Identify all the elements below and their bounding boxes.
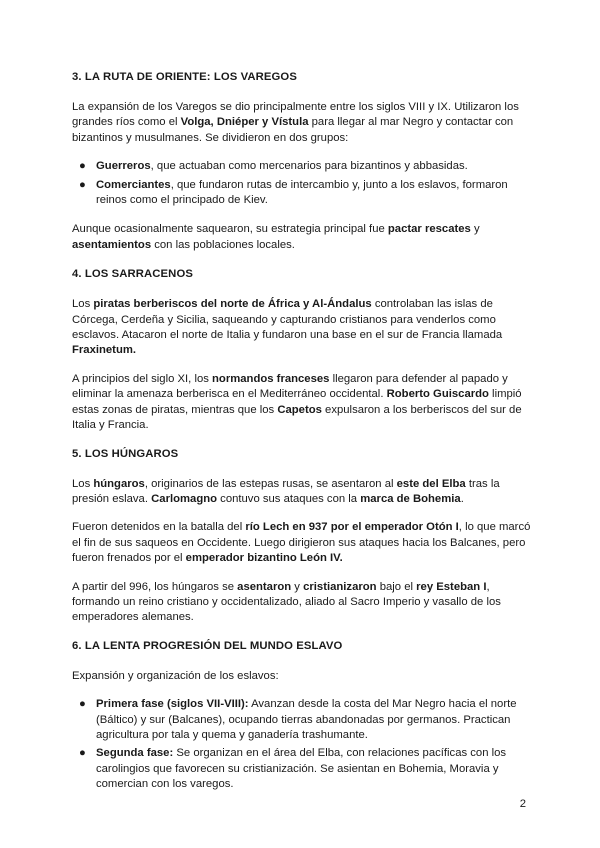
bullet-icon: ● <box>79 747 86 760</box>
section-4-heading: 4. LOS SARRACENOS <box>72 268 193 281</box>
section-3-paragraph-2: Aunque ocasionalmente saquearon, su estrategia principal fue pactar rescates y asentamientos con las poblaciones locales. <box>72 223 480 251</box>
section-3-list <box>72 159 532 208</box>
section-5-paragraph-2: Fueron detenidos en la batalla del río Lech en 937 por el emperador Otón I, lo que marcó el fin de sus saqueos en Occidente. Luego dirigieron sus ataques hacia los Balcanes, pero fueron frenados por el emperador bizantino León IV. <box>72 521 531 565</box>
bullet-icon: ● <box>79 698 86 711</box>
section-4-paragraph-1: Los piratas berberiscos del norte de África y Al-Ándalus controlaban las islas de Córcega, Cerdeña y Sicilia, saqueando y capturando cristianos para venderlos como esclavos. Atacaron el norte de Italia y fundaron una base en el sur de Francia llamada Fraxinetum. <box>72 298 503 357</box>
page-number: 2 <box>519 798 526 810</box>
bullet-icon: ● <box>79 160 86 173</box>
section-5-paragraph-3: A partir del 996, los húngaros se asentaron y cristianizaron bajo el rey Esteban I, formando un reino cristiano y occidentalizado, aliado al Sacro Imperio y vasallo de los emperadores alemanes. <box>72 580 501 624</box>
page-content <box>72 70 532 807</box>
bullet-icon: ● <box>79 178 86 191</box>
section-6-heading: 6. LA LENTA PROGRESIÓN DEL MUNDO ESLAVO <box>72 639 343 652</box>
section-6-intro: Expansión y organización de los eslavos: <box>72 669 279 682</box>
section-3-paragraph-1: La expansión de los Varegos se dio principalmente entre los siglos VIII y IX. Utilizaron los grandes ríos como el Volga, Dniéper y Vístula para llegar al mar Negro y contactar con bizantinos y musulmanes. Se dividieron en dos grupos: <box>72 101 519 144</box>
section-5-heading: 5. LOS HÚNGAROS <box>72 447 179 460</box>
list-item: ● Comerciantes, que fundaron rutas de intercambio y, junto a los eslavos, formaron reinos como el principado de Kiev. <box>79 178 508 207</box>
section-4-paragraph-2: A principios del siglo XI, los normandos franceses llegaron para defender al papado y eliminar la amenaza berberisca en el Mediterráneo occidental. Roberto Guiscardo limpió estas zonas de piratas, mientras que los Capetos expulsaron a los berberiscos del sur de Italia y Francia. <box>72 372 522 432</box>
section-3-heading: 3. LA RUTA DE ORIENTE: LOS VAREGOS <box>72 71 297 83</box>
list-item: ● Segunda fase: Se organizan en el área del Elba, con relaciones pacíficas con los carolingios que favorecen su cristianización. Se asientan en Bohemia, Moravia y comercian con los varegos. <box>79 747 507 791</box>
list-item: ● Guerreros, que actuaban como mercenarios para bizantinos y abbasidas. <box>72 159 532 174</box>
section-6-list <box>72 697 532 792</box>
section-5-paragraph-1: Los húngaros, originarios de las estepas rusas, se asentaron al este del Elba tras la presión eslava. Carlomagno contuvo sus ataques con la marca de Bohemia. <box>72 477 500 505</box>
list-item: ● Primera fase (siglos VII-VIII): Avanzan desde la costa del Mar Negro hacia el norte (Báltico) y sur (Balcanes), ocupando tierras abandonadas por germanos. Practican agricultura por tala y quema y ganadería trashumante. <box>79 698 517 741</box>
